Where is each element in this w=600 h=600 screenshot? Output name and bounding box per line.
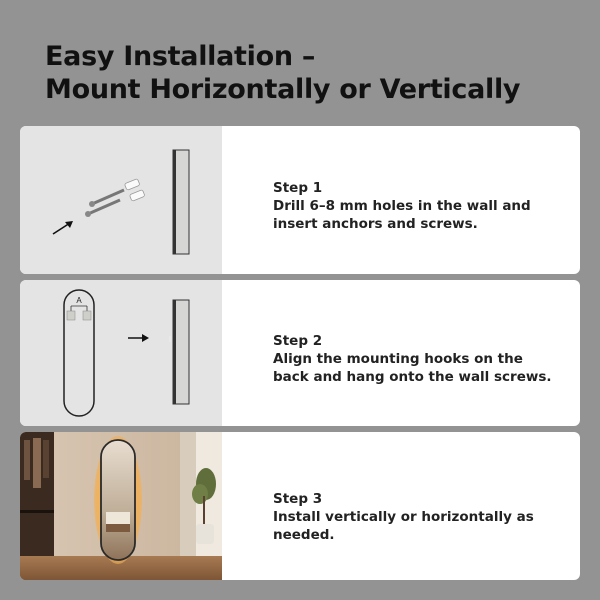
step-1-illustration <box>20 126 222 274</box>
step-3-card <box>20 432 580 580</box>
title-line-1: Easy Installation – <box>45 41 316 72</box>
step-2-illustration <box>20 280 222 426</box>
step-3-room-photo <box>20 432 222 580</box>
step-1-description: Drill 6–8 mm holes in the wall and insert anchors and screws. <box>273 198 531 232</box>
step-2-card <box>20 280 580 426</box>
step-3-text <box>273 490 560 544</box>
step-1-text <box>273 179 560 233</box>
mirror-icon <box>101 440 135 560</box>
step-2-description: Align the mounting hooks on the back and hang onto the wall screws. <box>273 351 552 385</box>
page-title <box>45 40 520 106</box>
step-3-label: Step 3 <box>273 491 323 507</box>
title-line-2: Mount Horizontally or Vertically <box>45 74 521 105</box>
mirror-back-icon <box>64 290 94 416</box>
arrow-icon <box>128 334 149 342</box>
arrow-icon <box>53 221 73 234</box>
screw-icon <box>85 190 124 217</box>
anchor-icon <box>124 179 145 202</box>
step-2-text <box>273 332 560 386</box>
step-3-description: Install vertically or horizontally as needed. <box>273 509 534 543</box>
step-1-label: Step 1 <box>273 180 323 196</box>
hook-label: A <box>76 296 82 305</box>
step-1-card <box>20 126 580 274</box>
step-2-label: Step 2 <box>273 333 323 349</box>
